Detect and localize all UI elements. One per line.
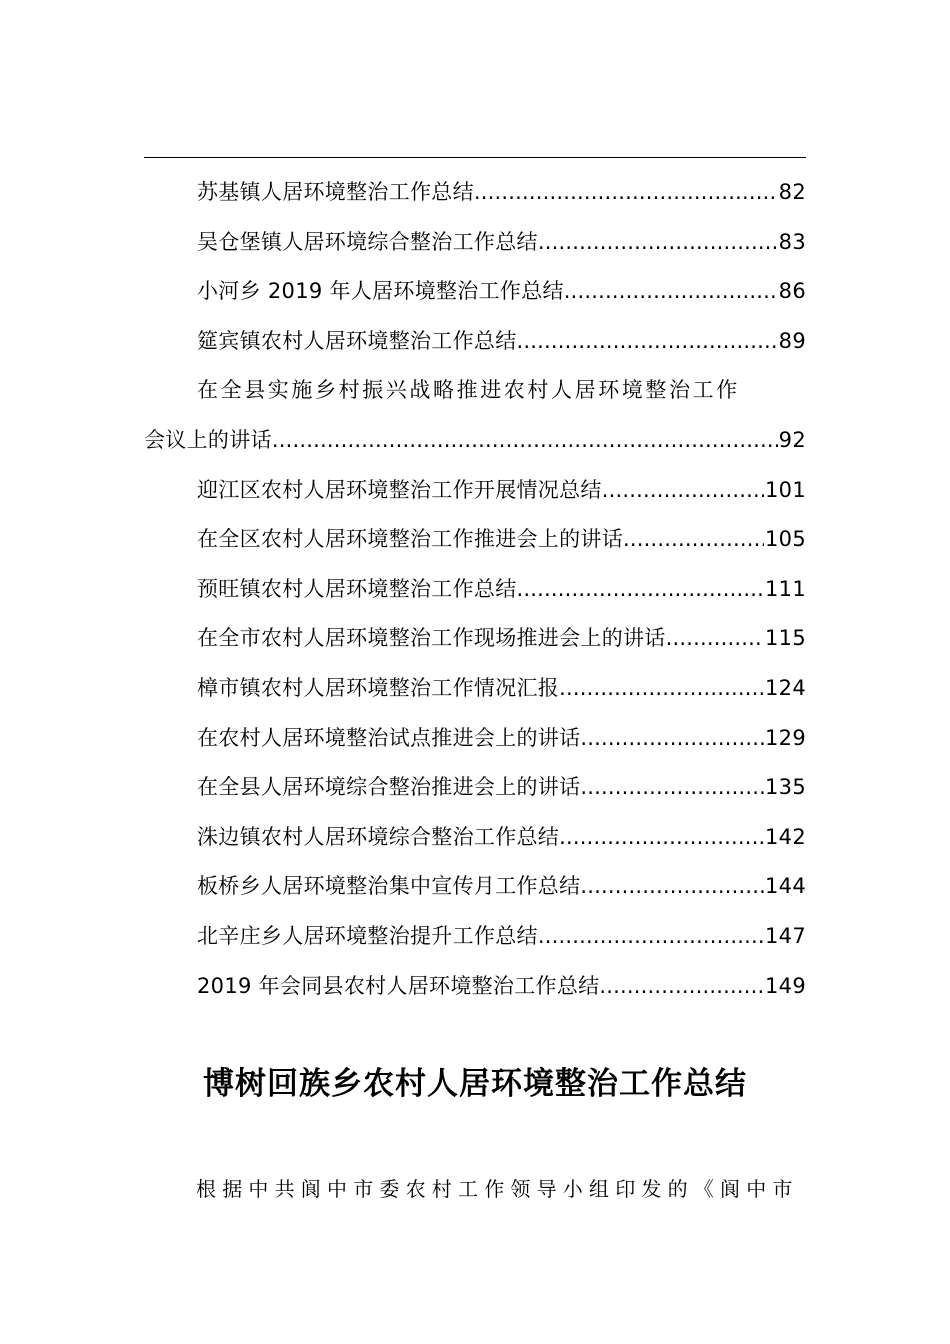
toc-entry[interactable] [144, 912, 806, 962]
toc-entry[interactable] [144, 317, 806, 367]
toc-page-number: 82 [778, 180, 806, 204]
toc-entry[interactable] [144, 962, 806, 1012]
toc-page-number: 86 [778, 279, 806, 304]
toc-leader-dots [559, 664, 764, 714]
toc-entry-title: 在农村人居环境整治试点推进会上的讲话 [197, 725, 581, 750]
toc-leader-dots [666, 614, 764, 664]
toc-entry[interactable] [144, 168, 806, 218]
toc-leader-dots [559, 813, 764, 863]
toc-entry[interactable] [144, 515, 806, 565]
toc-entry[interactable] [144, 466, 806, 516]
toc-entry-title: 2019 年会同县农村人居环境整治工作总结 [197, 973, 600, 998]
toc-page-number: 115 [765, 626, 806, 651]
toc-page-number: 89 [778, 328, 806, 353]
toc-entry-title: 板桥乡人居环境整治集中宣传月工作总结 [197, 874, 581, 899]
toc-entry-title: 在全县人居环境综合整治推进会上的讲话 [197, 775, 581, 800]
top-rule [144, 157, 806, 158]
toc-entry-title: 小河乡 2019 年人居环境整治工作总结 [197, 279, 564, 304]
toc-leader-dots [602, 466, 764, 516]
toc-entry-line2 [144, 416, 806, 466]
toc-leader-dots [272, 416, 778, 466]
toc-entry[interactable] [144, 763, 806, 813]
toc-leader-dots [517, 317, 778, 367]
toc-page-number: 144 [765, 874, 806, 899]
toc-entry[interactable] [144, 664, 806, 714]
toc-entry[interactable] [144, 614, 806, 664]
toc-page-number: 101 [765, 477, 806, 502]
toc-page-number: 111 [765, 576, 806, 601]
table-of-contents [144, 168, 806, 1011]
toc-leader-dots [580, 763, 764, 813]
toc-leader-dots [599, 962, 764, 1012]
toc-page-number: 147 [765, 923, 806, 948]
toc-entry[interactable] [144, 813, 806, 863]
toc-entry-title: 洙边镇农村人居环境综合整治工作总结 [197, 824, 560, 849]
toc-page-number: 92 [778, 427, 806, 452]
toc-entry[interactable] [144, 862, 806, 912]
toc-entry[interactable] [144, 218, 806, 268]
toc-entry-title: 吴仓堡镇人居环境综合整治工作总结 [197, 229, 538, 254]
toc-entry[interactable] [144, 714, 806, 764]
toc-leader-dots [538, 218, 778, 268]
toc-entry-title: 预旺镇农村人居环境整治工作总结 [197, 576, 517, 601]
toc-leader-dots [623, 515, 764, 565]
toc-page-number: 129 [765, 725, 806, 750]
toc-entry-title: 樟市镇农村人居环境整治工作情况汇报 [197, 675, 560, 700]
toc-leader-dots [580, 862, 764, 912]
toc-page-number: 149 [765, 973, 806, 998]
toc-entry[interactable] [144, 267, 806, 317]
toc-page-number: 135 [765, 775, 806, 800]
toc-page-number: 83 [778, 229, 806, 254]
toc-leader-dots [517, 565, 765, 615]
body-paragraph: 根据中共阆中市委农村工作领导小组印发的《阆中市 [196, 1177, 799, 1201]
toc-entry-title: 筵宾镇农村人居环境整治工作总结 [197, 328, 517, 353]
toc-entry[interactable] [144, 366, 806, 465]
toc-page-number: 142 [765, 824, 806, 849]
toc-page-number: 105 [765, 527, 806, 552]
section-heading: 博树回族乡农村人居环境整治工作总结 [203, 1066, 747, 1102]
toc-entry[interactable] [144, 565, 806, 615]
toc-leader-dots [580, 714, 764, 764]
toc-entry-title: 在全区农村人居环境整治工作推进会上的讲话 [197, 527, 623, 552]
toc-entry-title-line2: 会议上的讲话 [144, 427, 272, 452]
toc-leader-dots [538, 912, 764, 962]
toc-entry-title: 北辛庄乡人居环境整治提升工作总结 [197, 923, 538, 948]
toc-page-number: 124 [765, 675, 806, 700]
toc-leader-dots [564, 267, 778, 317]
toc-entry-title: 在全市农村人居环境整治工作现场推进会上的讲话 [197, 626, 666, 651]
toc-entry-title: 苏基镇人居环境整治工作总结 [197, 180, 474, 204]
toc-entry-title-line1: 在全县实施乡村振兴战略推进农村人居环境整治工作 [197, 378, 740, 403]
toc-entry-title: 迎江区农村人居环境整治工作开展情况总结 [197, 477, 602, 502]
toc-leader-dots [474, 168, 778, 218]
